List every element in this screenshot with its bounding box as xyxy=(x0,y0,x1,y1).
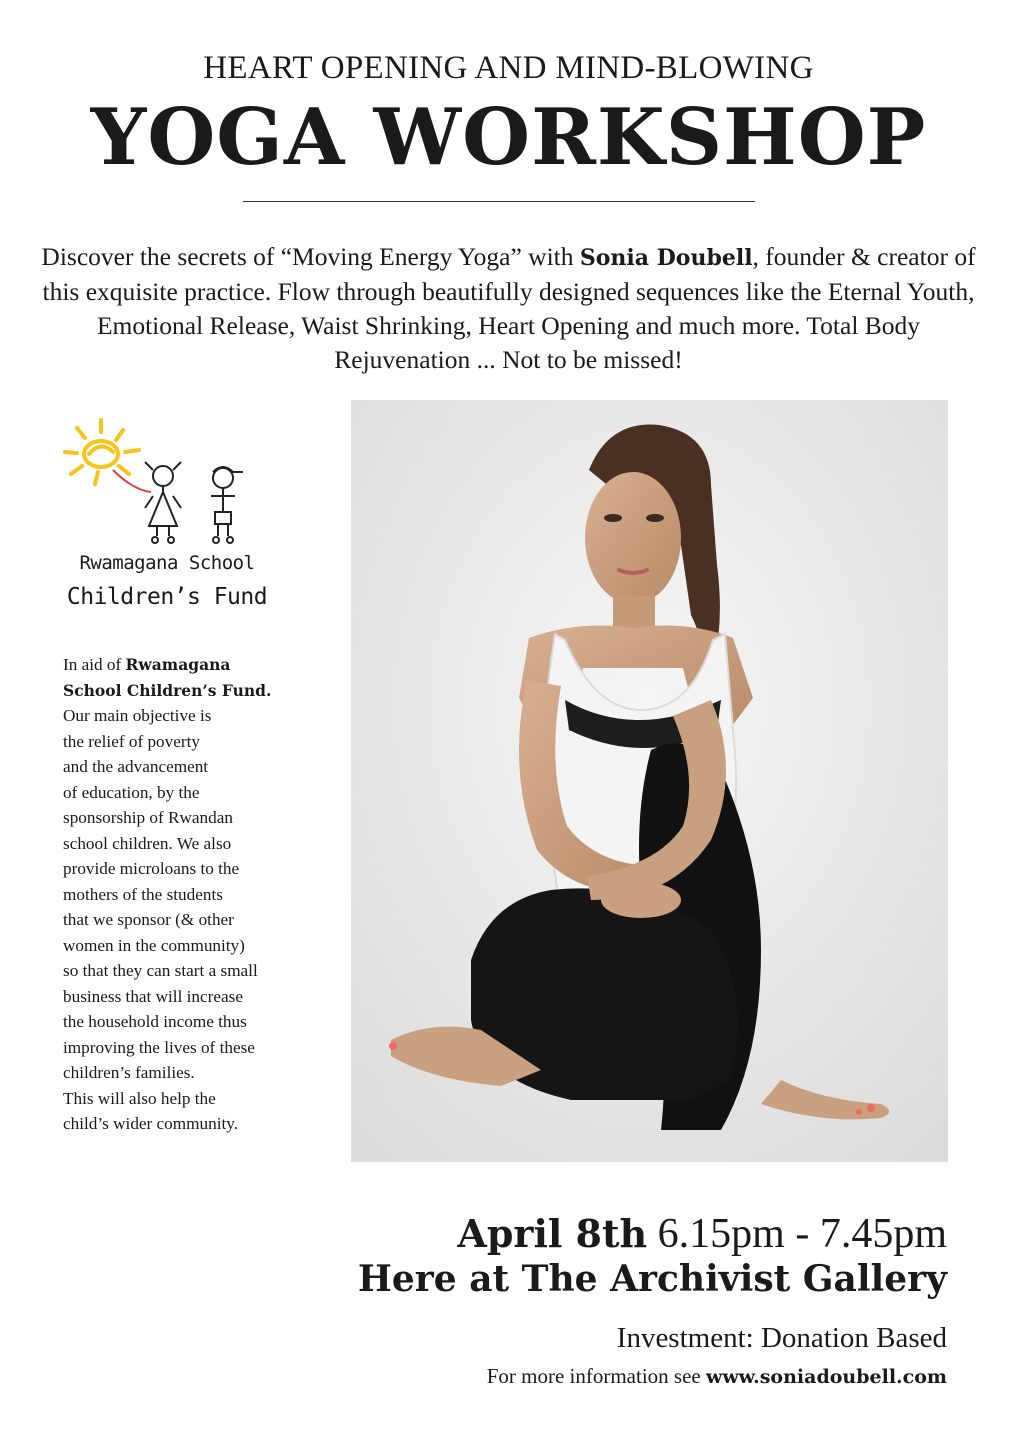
event-date: April 8th xyxy=(457,1211,648,1256)
event-time: 6.15pm - 7.45pm xyxy=(647,1211,947,1257)
sun-icon xyxy=(65,420,139,484)
aid-line: Our main objective is xyxy=(63,706,212,725)
intro-text-start: Discover the secrets of “Moving Energy Yoga” with xyxy=(41,242,580,271)
aid-line: that we sponsor (& other xyxy=(63,910,234,929)
more-info xyxy=(487,1364,947,1389)
aid-intro: In aid of xyxy=(63,655,126,674)
hand xyxy=(601,882,681,918)
aid-line: and the advancement xyxy=(63,757,209,776)
kite-string xyxy=(113,470,151,492)
aid-line: sponsorship of Rwandan xyxy=(63,808,233,827)
aid-line: school children. We also xyxy=(63,833,232,853)
instructor-name: Sonia Doubell xyxy=(579,245,753,271)
aid-line: the relief of poverty xyxy=(63,731,200,751)
aid-line: of education, by the xyxy=(63,782,200,802)
website-link[interactable]: www.soniadoubell.com xyxy=(705,1366,947,1388)
aid-line-first xyxy=(63,652,308,678)
aid-line-second xyxy=(63,678,308,704)
aid-line: children’s families. xyxy=(63,1063,195,1082)
aid-line: the household income thus xyxy=(63,1012,247,1031)
aid-line: This will also help the xyxy=(63,1088,216,1108)
aid-line: improving the lives of these xyxy=(63,1037,255,1057)
aid-line: women in the community) xyxy=(63,935,245,955)
charity-logo-name-line1: Rwamagana School xyxy=(79,552,255,574)
intro-text-end: , founder & creator of this exquisite practice. Flow through beautifully designed sequences like the Eternal Youth, Emotional Release, Waist Shrinking, Heart Opening and much more. Total Body Rejuvenation ... Not to be missed! xyxy=(42,242,976,374)
aid-line: so that they can start a small xyxy=(63,961,258,980)
title-divider xyxy=(243,201,755,202)
aid-line: mothers of the students xyxy=(63,884,223,904)
event-subtitle: HEART OPENING AND MIND-BLOWING xyxy=(203,50,814,86)
face xyxy=(585,472,681,604)
event-title: YOGA WORKSHOP xyxy=(90,92,927,183)
charity-name-part1: Rwamagana xyxy=(125,655,231,674)
aid-line: provide microloans to the xyxy=(63,859,240,878)
aid-line: business that will increase xyxy=(63,986,243,1006)
event-datetime xyxy=(457,1210,947,1258)
charity-description xyxy=(63,652,308,1137)
intro-paragraph xyxy=(40,240,977,377)
girl-figure-icon xyxy=(145,462,181,543)
instructor-photo xyxy=(351,400,948,1162)
charity-name-part2: School Children’s Fund. xyxy=(63,680,272,700)
boy-figure-icon xyxy=(211,467,243,543)
charity-logo-name-line2: Children’s Fund xyxy=(66,584,268,610)
event-investment: Investment: Donation Based xyxy=(616,1322,947,1354)
aid-line: child’s wider community. xyxy=(63,1114,239,1133)
event-venue: Here at The Archivist Gallery xyxy=(357,1258,947,1300)
more-info-prefix: For more information see xyxy=(486,1364,706,1388)
